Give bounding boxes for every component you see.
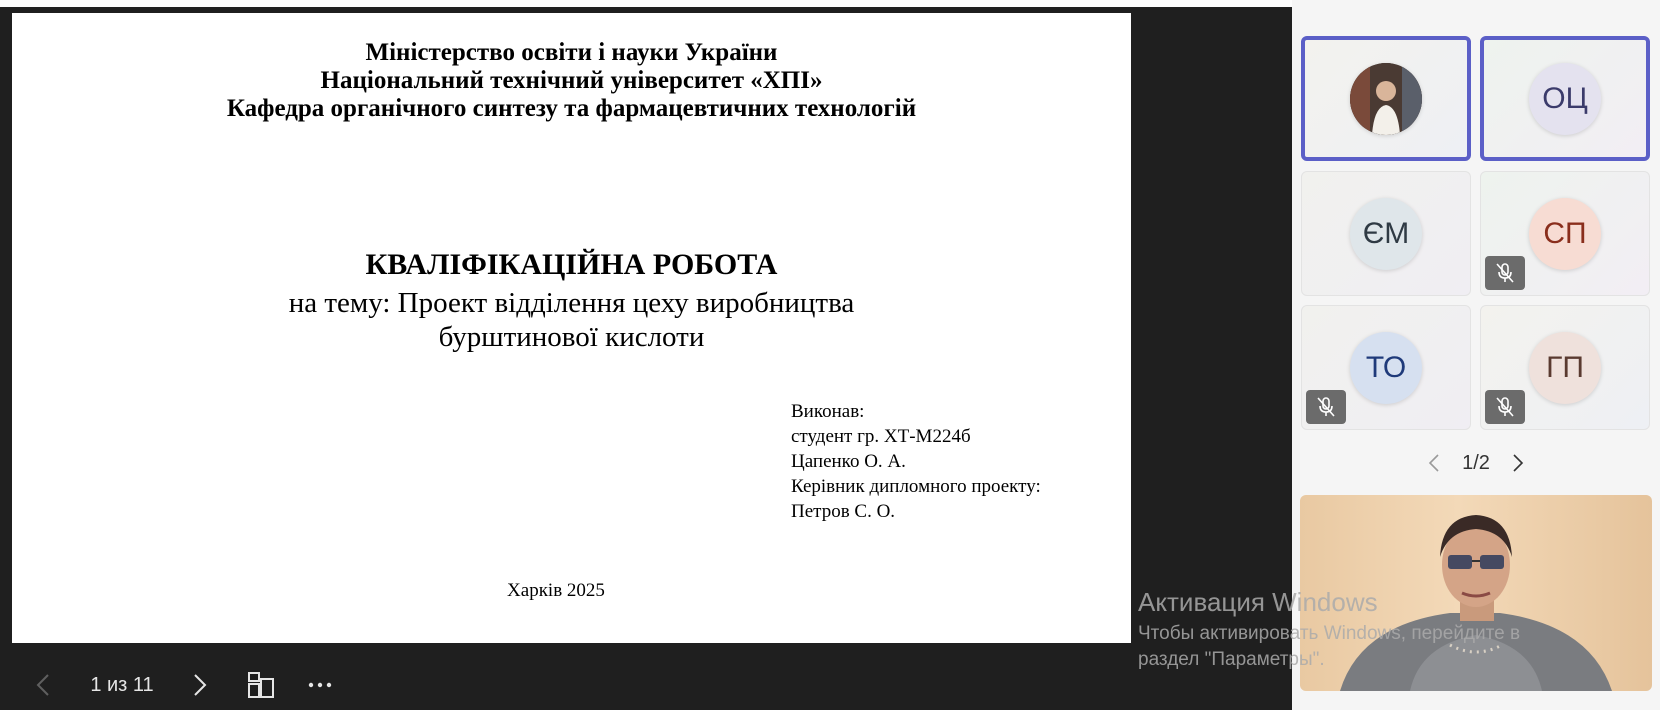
participant-avatar-3: ЄМ [1350, 198, 1422, 270]
mic-off-icon [1495, 396, 1515, 418]
participants-next-button[interactable] [1512, 453, 1524, 473]
more-options-button[interactable] [303, 670, 337, 700]
slide-topic-line1: на тему: Проект відділення цеху виробництва [288, 287, 855, 319]
person-photo-icon [1350, 63, 1422, 135]
shared-slide [12, 13, 1131, 643]
slide-city-year: Харків 2025 [507, 580, 605, 601]
chevron-left-icon [36, 673, 50, 697]
participants-pager [1292, 448, 1660, 478]
participant-tile-1[interactable] [1301, 36, 1471, 161]
windows-activation-watermark [1138, 587, 1520, 673]
presentation-stage [0, 7, 1292, 710]
mic-off-icon [1316, 396, 1336, 418]
watermark-line2: раздел "Параметры". [1138, 649, 1325, 670]
top-border [0, 0, 1292, 7]
slide-title: КВАЛІФІКАЦІЙНА РОБОТА [365, 248, 778, 281]
participant-tile-5[interactable] [1301, 305, 1471, 430]
muted-indicator [1485, 390, 1525, 424]
slide-student-group: студент гр. ХТ-М224б [791, 426, 971, 447]
slide-university-line: Національний технічний університет «ХПІ» [320, 67, 823, 94]
participant-tile-6[interactable] [1480, 305, 1650, 430]
more-icon [308, 682, 332, 688]
slide-department-line: Кафедра органічного синтезу та фармацевтичних технологій [226, 95, 917, 122]
mic-off-icon [1495, 262, 1515, 284]
slide-supervisor-name: Петров С. О. [791, 501, 896, 522]
previous-slide-button[interactable] [28, 670, 58, 700]
slide-author-label: Виконав: [791, 401, 865, 422]
participant-avatar-5: ТО [1350, 332, 1422, 404]
participant-avatar-4: СП [1529, 198, 1601, 270]
participant-tile-2[interactable] [1480, 36, 1650, 161]
participant-photo-avatar [1350, 63, 1422, 135]
watermark-line1: Чтобы активировать Windows, перейдите в [1138, 623, 1521, 644]
slide-supervisor-label: Керівник дипломного проекту: [791, 476, 1041, 497]
chevron-left-icon [1428, 453, 1440, 473]
next-slide-button[interactable] [185, 670, 215, 700]
participant-avatar-6: ГП [1529, 332, 1601, 404]
participant-tile-3[interactable] [1301, 171, 1471, 296]
participant-avatar-2: ОЦ [1529, 63, 1601, 135]
slide-page-indicator: 1 из 11 [90, 673, 154, 696]
chevron-right-icon [193, 673, 207, 697]
participants-page-indicator: 1/2 [1462, 451, 1490, 474]
participant-tile-4[interactable] [1480, 171, 1650, 296]
participants-prev-button[interactable] [1428, 453, 1440, 473]
chevron-right-icon [1512, 453, 1524, 473]
presentation-toolbar [0, 660, 1292, 710]
slide-student-name: Цапенко О. А. [791, 451, 906, 472]
slide-ministry-line: Міністерство освіти і науки України [365, 39, 778, 66]
muted-indicator [1306, 390, 1346, 424]
slides-grid-icon [247, 671, 275, 699]
muted-indicator [1485, 256, 1525, 290]
slide-topic-line2: бурштинової кислоти [438, 321, 705, 353]
slide-navigator-button[interactable] [244, 668, 278, 702]
watermark-title: Активация Windows [1138, 587, 1378, 617]
